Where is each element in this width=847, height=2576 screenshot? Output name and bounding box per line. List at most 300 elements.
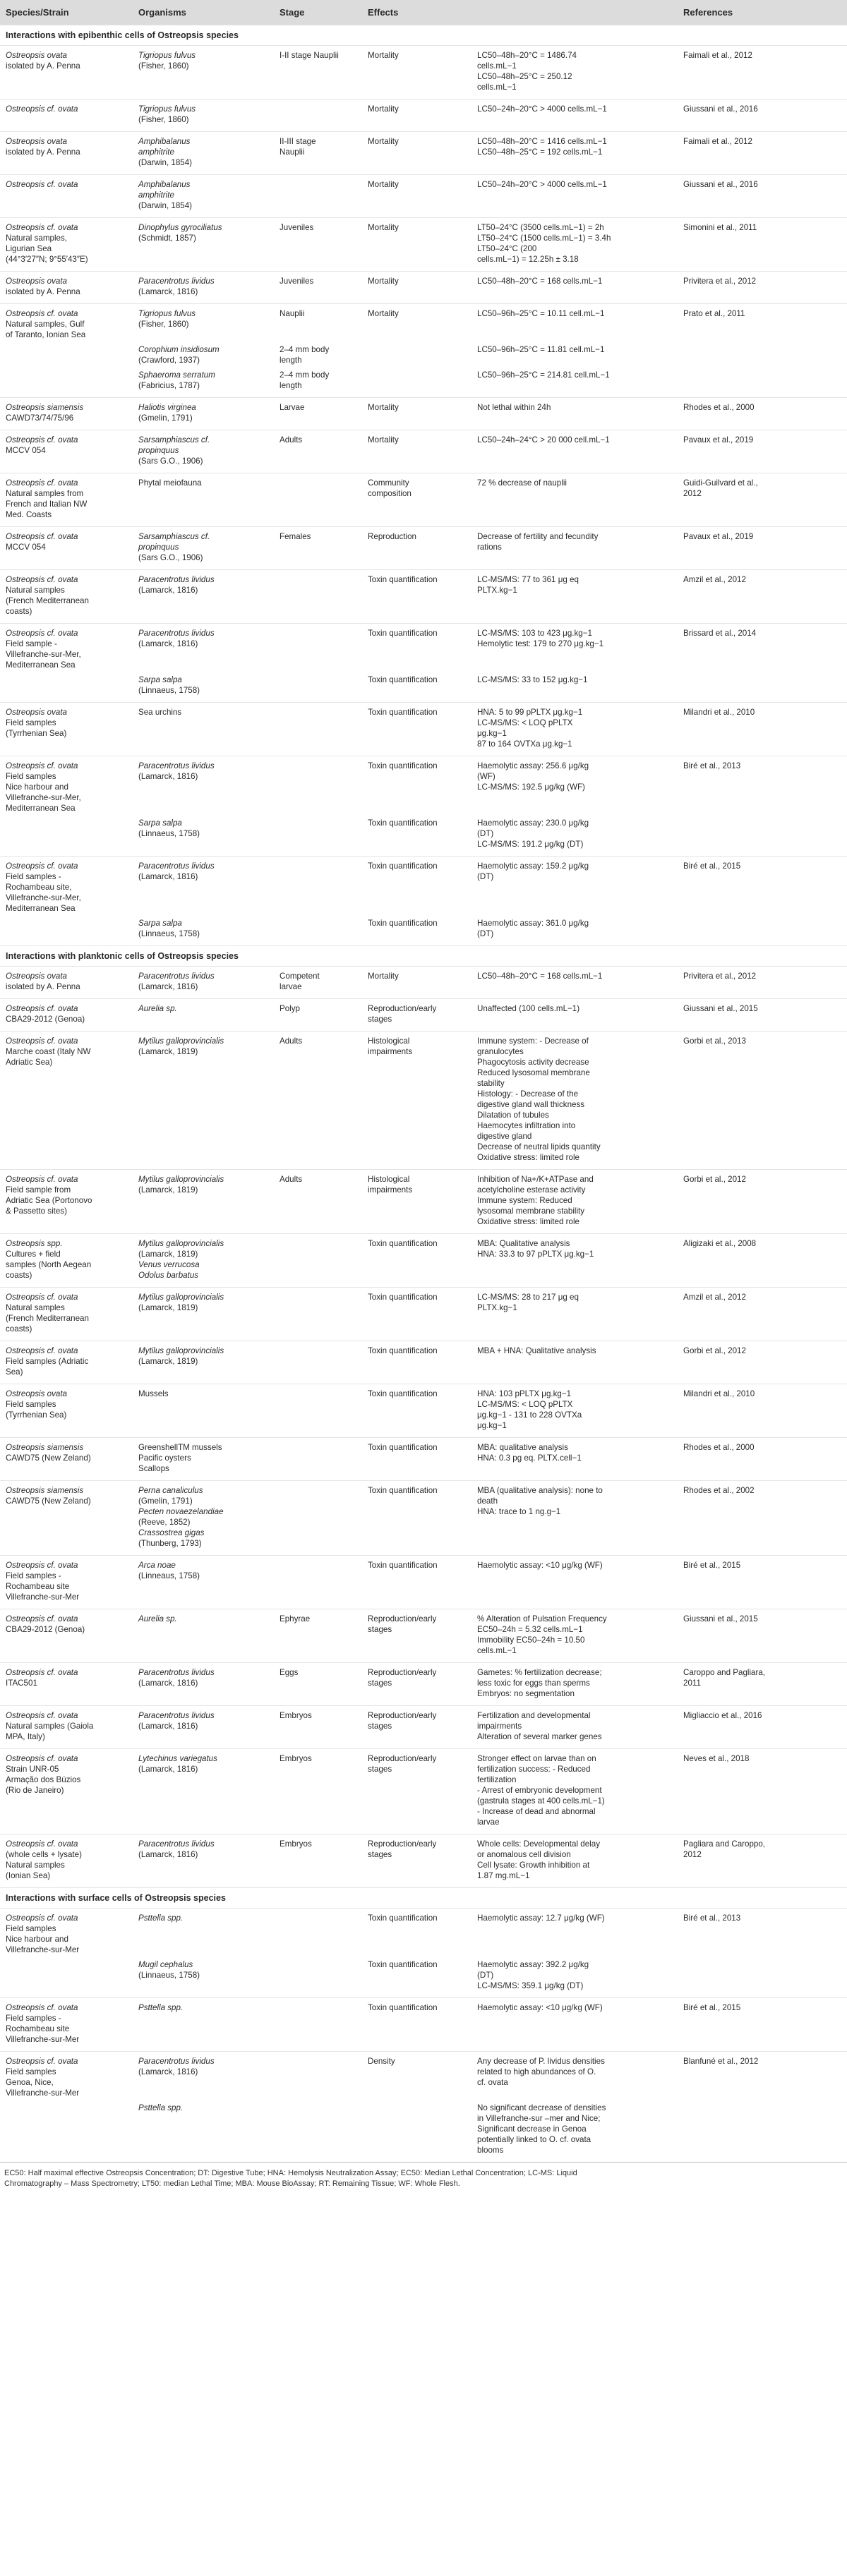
effect-cell — [362, 1341, 471, 1384]
organisms-cell — [133, 1663, 274, 1706]
entry-group — [0, 967, 847, 999]
organisms-cell — [133, 857, 274, 917]
cell-line: (DT) — [477, 929, 494, 938]
cell-line: Haemolytic assay: <10 μg/kg (WF) — [477, 2003, 603, 2012]
cell-line: Venus verrucosa — [138, 1260, 200, 1269]
organisms-cell — [133, 132, 274, 175]
cell-line: (Lamarck, 1819) — [138, 1185, 198, 1195]
table-row — [0, 1384, 847, 1438]
entry-group — [0, 1288, 847, 1341]
table-row — [0, 1288, 847, 1341]
cell-line: LC50–96h–25°C = 11.81 cell.mL−1 — [477, 345, 605, 354]
reference-cell — [678, 1170, 847, 1234]
effect-cell — [362, 1957, 471, 1998]
cell-line: Neves et al., 2018 — [683, 1754, 750, 1763]
table-row — [0, 368, 847, 398]
cell-line: Scallops — [138, 1464, 169, 1473]
cell-line: Reproduction/early — [368, 1754, 437, 1763]
effect-detail-cell — [471, 1749, 678, 1834]
cell-line: Ostreopsis cf. ovata — [6, 1614, 78, 1623]
cell-line: LC50–48h–20°C = 1416 cells.mL−1 — [477, 137, 607, 146]
cell-line: Paracentrotus lividus — [138, 1668, 215, 1677]
species-cell — [0, 2100, 133, 2163]
table-row — [0, 2052, 847, 2101]
cell-line: Faimali et al., 2012 — [683, 51, 752, 60]
cell-line: 1.87 mg.mL−1 — [477, 1871, 530, 1880]
cell-line: amphitrite — [138, 191, 174, 200]
cell-line: Haemolytic assay: 256.6 μg/kg — [477, 761, 589, 770]
species-cell — [0, 473, 133, 527]
cell-line: length — [280, 381, 302, 390]
cell-line: Tigriopus fulvus — [138, 309, 196, 318]
organisms-cell — [133, 1749, 274, 1834]
cell-line: MCCV 054 — [6, 543, 46, 552]
cell-line: LC50–48h–20°C = 168 cells.mL−1 — [477, 277, 603, 286]
cell-line: Toxin quantification — [368, 1346, 438, 1355]
stage-cell — [274, 624, 362, 673]
entry-group — [0, 1384, 847, 1438]
effect-cell — [362, 1609, 471, 1663]
cell-line: MBA + HNA: Qualitative analysis — [477, 1346, 596, 1355]
cell-line: Rochambeau site, — [6, 883, 72, 892]
cell-line: impairments — [477, 1722, 522, 1731]
cell-line: (Lamarck, 1816) — [138, 1722, 198, 1731]
stage-cell — [274, 916, 362, 946]
cell-line: Amzil et al., 2012 — [683, 1293, 746, 1302]
reference-cell — [678, 1957, 847, 1998]
cell-line: propinquus — [138, 446, 179, 455]
effect-cell — [362, 1556, 471, 1609]
species-cell — [0, 2052, 133, 2101]
cell-line: Toxin quantification — [368, 1913, 438, 1923]
cell-line: (Rio de Janeiro) — [6, 1786, 64, 1795]
cell-line: Natural samples from — [6, 489, 84, 498]
species-cell — [0, 1234, 133, 1288]
table-row — [0, 1834, 847, 1888]
organisms-cell — [133, 304, 274, 343]
cell-line: Reproduction/early — [368, 1711, 437, 1720]
reference-cell — [678, 272, 847, 304]
cell-line: Mussels — [138, 1389, 169, 1398]
effect-cell — [362, 132, 471, 175]
entry-group — [0, 1663, 847, 1706]
cell-line: Toxin quantification — [368, 861, 438, 871]
cell-line: Significant decrease in Genoa — [477, 2124, 587, 2134]
effect-cell — [362, 570, 471, 624]
cell-line: (Fisher, 1860) — [138, 320, 189, 329]
cell-line: Ostreopsis cf. ovata — [6, 223, 78, 232]
effect-detail-cell — [471, 272, 678, 304]
cell-line: digestive gland wall thickness — [477, 1100, 585, 1109]
cell-line: (whole cells + lysate) — [6, 1850, 82, 1859]
cell-line: Aligizaki et al., 2008 — [683, 1239, 757, 1248]
cell-line: Strain UNR-05 — [6, 1765, 59, 1774]
reference-cell — [678, 473, 847, 527]
entry-group — [0, 703, 847, 756]
stage-cell — [274, 132, 362, 175]
cell-line: MBA: qualitative analysis — [477, 1443, 568, 1452]
cell-line: Reduced lysosomal membrane — [477, 1068, 590, 1077]
cell-line: isolated by A. Penna — [6, 61, 80, 71]
cell-line: (Lamarck, 1816) — [138, 982, 198, 991]
cell-line: Amzil et al., 2012 — [683, 575, 746, 584]
species-cell — [0, 1998, 133, 2052]
organisms-cell — [133, 1032, 274, 1170]
cell-line: Ostreopsis cf. ovata — [6, 861, 78, 871]
cell-line: Mytilus galloprovincialis — [138, 1293, 224, 1302]
effect-cell — [362, 175, 471, 218]
cell-line: Villefranche-sur-Mer, — [6, 793, 81, 802]
cell-line: Paracentrotus lividus — [138, 761, 215, 770]
cell-line: Armação dos Búzios — [6, 1775, 81, 1784]
cell-line: granulocytes — [477, 1047, 524, 1056]
cell-line: (Crawford, 1937) — [138, 356, 200, 365]
effect-detail-cell — [471, 2052, 678, 2101]
cell-line: Natural samples, — [6, 234, 67, 243]
stage-cell — [274, 368, 362, 398]
species-cell — [0, 1663, 133, 1706]
reference-cell — [678, 1749, 847, 1834]
table-row — [0, 916, 847, 946]
cell-line: Field sample - — [6, 639, 57, 648]
effect-cell — [362, 1749, 471, 1834]
cell-line: Adults — [280, 435, 303, 445]
cell-line: Field samples — [6, 772, 56, 781]
cell-line: Reproduction — [368, 532, 416, 541]
cell-line: & Passetto sites) — [6, 1207, 67, 1216]
cell-line: (Gmelin, 1791) — [138, 1496, 193, 1506]
entry-group — [0, 1609, 847, 1663]
cell-line: Field samples — [6, 718, 56, 727]
effect-detail-cell — [471, 430, 678, 473]
cell-line: CAWD75 (New Zeland) — [6, 1496, 91, 1506]
cell-line: (Sars G.O., 1906) — [138, 456, 203, 466]
cell-line: Rhodes et al., 2000 — [683, 1443, 755, 1452]
entry-group — [0, 99, 847, 132]
entry-group — [0, 272, 847, 304]
cell-line: HNA: 103 pPLTX μg.kg−1 — [477, 1389, 572, 1398]
cell-line: LC-MS/MS: 191.2 μg/kg (DT) — [477, 840, 584, 849]
cell-line: Villefranche-sur-Mer, — [6, 650, 81, 659]
cell-line: Mortality — [368, 223, 399, 232]
reference-cell — [678, 398, 847, 430]
cell-line: Pavaux et al., 2019 — [683, 532, 754, 541]
cell-line: Oxidative stress: limited role — [477, 1153, 579, 1162]
reference-cell — [678, 570, 847, 624]
cell-line: Immune system: Reduced — [477, 1196, 572, 1205]
table-row — [0, 857, 847, 917]
cell-line: Toxin quantification — [368, 2003, 438, 2012]
cell-line: Gorbi et al., 2012 — [683, 1175, 746, 1184]
cell-line: Rhodes et al., 2002 — [683, 1486, 755, 1495]
organisms-cell — [133, 1384, 274, 1438]
table-row — [0, 1234, 847, 1288]
cell-line: Amphibalanus — [138, 180, 191, 189]
cell-line: Ostreopsis cf. ovata — [6, 532, 78, 541]
cell-line: CAWD75 (New Zeland) — [6, 1453, 91, 1463]
cell-line: Ephyrae — [280, 1614, 311, 1623]
cell-line: Field samples - — [6, 872, 61, 881]
cell-line: coasts) — [6, 1324, 32, 1334]
cell-line: Ostreopsis cf. ovata — [6, 1175, 78, 1184]
cell-line: Haemolytic assay: 159.2 μg/kg — [477, 861, 589, 871]
cell-line: Nauplii — [280, 147, 305, 157]
cell-line: LC-MS/MS: 359.1 μg/kg (DT) — [477, 1981, 584, 1990]
cell-line: Ostreopsis cf. ovata — [6, 1711, 78, 1720]
cell-line: LC50–24h–20°C > 4000 cells.mL−1 — [477, 180, 607, 189]
table-row — [0, 272, 847, 304]
entry-group — [0, 1481, 847, 1556]
stage-cell — [274, 999, 362, 1032]
cell-line: Giussani et al., 2016 — [683, 104, 758, 114]
cell-line: Paracentrotus lividus — [138, 277, 215, 286]
cell-line: Hemolytic test: 179 to 270 μg.kg−1 — [477, 639, 604, 648]
cell-line: Reproduction/early — [368, 1668, 437, 1677]
footnote-line: Chromatography – Mass Spectrometry; LT50: median Lethal Time; MBA: Mouse BioAssay; RT: Remaining Tissue; WF: Whole Flesh. — [4, 2179, 460, 2188]
cell-line: LC-MS/MS: 192.5 μg/kg (WF) — [477, 782, 585, 792]
cell-line: HNA: 33.3 to 97 pPLTX μg.kg−1 — [477, 1250, 594, 1259]
cell-line: Histological — [368, 1175, 410, 1184]
cell-line: stability — [477, 1079, 505, 1088]
cell-line: Natural samples — [6, 586, 65, 595]
species-cell — [0, 1481, 133, 1556]
cell-line: Not lethal within 24h — [477, 403, 551, 412]
cell-line: Decrease of fertility and fecundity — [477, 532, 599, 541]
cell-line: Villefranche-sur-Mer, — [6, 893, 81, 902]
cell-line: Reproduction/early — [368, 1839, 437, 1849]
cell-line: Crassostrea gigas — [138, 1528, 205, 1537]
cell-line: Haemocytes infiltration into — [477, 1121, 576, 1130]
cell-line: stages — [368, 1850, 392, 1859]
table-row — [0, 967, 847, 999]
cell-line: Ostreopsis cf. ovata — [6, 104, 78, 114]
cell-line: Villefranche-sur-Mer — [6, 2088, 80, 2098]
cell-line: (Lamarck, 1816) — [138, 772, 198, 781]
cell-line: Ostreopsis cf. ovata — [6, 1668, 78, 1677]
cell-line: death — [477, 1496, 498, 1506]
cell-line: LC50–48h–20°C = 168 cells.mL−1 — [477, 972, 603, 981]
cell-line: Nice harbour and — [6, 782, 68, 792]
reference-cell — [678, 2052, 847, 2101]
species-cell — [0, 1170, 133, 1234]
cell-line: Psttella spp. — [138, 1913, 184, 1923]
stage-cell — [274, 1170, 362, 1234]
entry-group — [0, 1998, 847, 2052]
cell-line: Reproduction/early — [368, 1004, 437, 1013]
cell-line: Toxin quantification — [368, 818, 438, 828]
cell-line: 87 to 164 OVTXa μg.kg−1 — [477, 739, 572, 749]
cell-line: Histology: - Decrease of the — [477, 1089, 579, 1099]
cell-line: Immune system: - Decrease of — [477, 1036, 589, 1046]
cell-line: Paracentrotus lividus — [138, 1711, 215, 1720]
stage-cell — [274, 46, 362, 99]
entry-group — [0, 175, 847, 218]
cell-line: (Tyrrhenian Sea) — [6, 729, 67, 738]
reference-cell — [678, 527, 847, 570]
cell-line: Sarpa salpa — [138, 818, 182, 828]
table-row — [0, 1749, 847, 1834]
effect-cell — [362, 1481, 471, 1556]
cell-line: Mediterranean Sea — [6, 804, 76, 813]
reference-cell — [678, 1481, 847, 1556]
stage-cell — [274, 967, 362, 999]
species-cell — [0, 967, 133, 999]
cell-line: Phagocytosis activity decrease — [477, 1058, 589, 1067]
cell-line: CBA29-2012 (Genoa) — [6, 1625, 85, 1634]
species-cell — [0, 624, 133, 673]
reference-cell — [678, 756, 847, 816]
cell-line: LC-MS/MS: < LOQ pPLTX — [477, 1400, 573, 1409]
cell-line: Eggs — [280, 1668, 299, 1677]
cell-line: Toxin quantification — [368, 1443, 438, 1452]
effect-detail-cell — [471, 624, 678, 673]
table-row — [0, 1998, 847, 2052]
cell-line: (Lamarck, 1816) — [138, 1850, 198, 1859]
effect-detail-cell — [471, 1341, 678, 1384]
effect-detail-cell — [471, 304, 678, 343]
cell-line: CAWD73/74/75/96 — [6, 413, 74, 423]
species-cell — [0, 218, 133, 272]
cell-line: Community — [368, 478, 409, 488]
cell-line: Mortality — [368, 403, 399, 412]
reference-cell — [678, 132, 847, 175]
reference-cell — [678, 816, 847, 857]
reference-cell — [678, 1384, 847, 1438]
cell-line: Villefranche-sur-Mer — [6, 1592, 80, 1602]
effect-detail-cell — [471, 368, 678, 398]
cell-line: Ostreopsis siamensis — [6, 1443, 84, 1452]
effect-cell — [362, 703, 471, 756]
reference-cell — [678, 2100, 847, 2163]
cell-line: Biré et al., 2015 — [683, 2003, 741, 2012]
cell-line: Haemolytic assay: <10 μg/kg (WF) — [477, 1561, 603, 1570]
cell-line: Density — [368, 2057, 395, 2066]
cell-line: Villefranche-sur-Mer — [6, 2035, 80, 2044]
reference-cell — [678, 1556, 847, 1609]
cell-line: Paracentrotus lividus — [138, 2057, 215, 2066]
table-row — [0, 2100, 847, 2163]
cell-line: LC50–96h–25°C = 10.11 cell.mL−1 — [477, 309, 605, 318]
cell-line: (44°3′27″N; 9°55′43″E) — [6, 255, 88, 264]
effect-detail-cell — [471, 1909, 678, 1958]
stage-cell — [274, 1288, 362, 1341]
species-cell — [0, 703, 133, 756]
cell-line: Rhodes et al., 2000 — [683, 403, 755, 412]
cell-line: (Ionian Sea) — [6, 1871, 51, 1880]
effect-detail-cell — [471, 1481, 678, 1556]
organisms-cell — [133, 1438, 274, 1481]
reference-cell — [678, 218, 847, 272]
effect-cell — [362, 218, 471, 272]
cell-line: (Fisher, 1860) — [138, 115, 189, 124]
species-cell — [0, 1909, 133, 1958]
reference-cell — [678, 430, 847, 473]
cell-line: Haemolytic assay: 392.2 μg/kg — [477, 1960, 589, 1969]
cell-line: (Lamarck, 1819) — [138, 1357, 198, 1366]
stage-cell — [274, 473, 362, 527]
cell-line: larvae — [477, 1818, 500, 1827]
organisms-cell — [133, 342, 274, 368]
cell-line: Natural samples — [6, 1303, 65, 1312]
stage-cell — [274, 1341, 362, 1384]
cell-line: Adults — [280, 1036, 303, 1046]
effect-detail-cell — [471, 1957, 678, 1998]
effect-cell — [362, 1909, 471, 1958]
footnote-line: EC50: Half maximal effective Ostreopsis Concentration; DT: Digestive Tube; HNA: Hemolysis Neutralization Assay; EC50: Median Lethal Concentration; LC-MS: Liquid — [4, 2169, 577, 2177]
stage-cell — [274, 816, 362, 857]
entry-group — [0, 430, 847, 473]
cell-line: Oxidative stress: limited role — [477, 1217, 579, 1226]
cell-line: Sea urchins — [138, 708, 182, 717]
entry-group — [0, 1909, 847, 1998]
cell-line: impairments — [368, 1185, 413, 1195]
cell-line: Odolus barbatus — [138, 1271, 199, 1280]
stage-cell — [274, 570, 362, 624]
cell-line: Migliaccio et al., 2016 — [683, 1711, 762, 1720]
stage-cell — [274, 1609, 362, 1663]
effect-detail-cell — [471, 967, 678, 999]
reference-cell — [678, 99, 847, 132]
table-row — [0, 473, 847, 527]
table-row — [0, 672, 847, 703]
cell-line: (Thunberg, 1793) — [138, 1539, 202, 1548]
cell-line: (gastrula stages at 400 cells.mL−1) — [477, 1796, 605, 1806]
cell-line: Ostreopsis cf. ovata — [6, 761, 78, 770]
entry-group — [0, 2052, 847, 2163]
cell-line: Toxin quantification — [368, 1293, 438, 1302]
cell-line: LC50–48h–20°C = 1486.74 — [477, 51, 577, 60]
entry-group — [0, 218, 847, 272]
effect-detail-cell — [471, 703, 678, 756]
cell-line: Ostreopsis cf. ovata — [6, 435, 78, 445]
effect-detail-cell — [471, 570, 678, 624]
cell-line: potentially linked to O. cf. ovata — [477, 2135, 591, 2144]
reference-cell — [678, 342, 847, 368]
species-cell — [0, 1341, 133, 1384]
effect-detail-cell — [471, 2100, 678, 2163]
cell-line: Toxin quantification — [368, 1960, 438, 1969]
cell-line: Ostreopsis ovata — [6, 137, 67, 146]
cell-line: Reproduction/early — [368, 1614, 437, 1623]
cell-line: Sarsamphiascus cf. — [138, 435, 210, 445]
cell-line: Tigriopus fulvus — [138, 51, 196, 60]
cell-line: propinquus — [138, 543, 179, 552]
reference-cell — [678, 1609, 847, 1663]
cell-line: (Sars G.O., 1906) — [138, 553, 203, 562]
reference-cell — [678, 624, 847, 673]
cell-line: Alteration of several marker genes — [477, 1732, 602, 1741]
table-row — [0, 175, 847, 218]
section — [0, 1888, 847, 1909]
species-cell — [0, 398, 133, 430]
species-cell — [0, 368, 133, 398]
cell-line: Toxin quantification — [368, 675, 438, 684]
table-row — [0, 1556, 847, 1609]
cell-line: rations — [477, 543, 502, 552]
cell-line: Giussani et al., 2015 — [683, 1004, 758, 1013]
effect-cell — [362, 368, 471, 398]
table-row — [0, 1032, 847, 1170]
cell-line: Gorbi et al., 2012 — [683, 1346, 746, 1355]
table-row — [0, 527, 847, 570]
species-cell — [0, 999, 133, 1032]
cell-line: isolated by A. Penna — [6, 287, 80, 296]
cell-line: Decrease of neutral lipids quantity — [477, 1142, 601, 1151]
cell-line: LC50–24h–24°C > 20 000 cell.mL−1 — [477, 435, 610, 445]
cell-line: (Lamarck, 1816) — [138, 1679, 198, 1688]
table-row — [0, 1663, 847, 1706]
cell-line: Brissard et al., 2014 — [683, 629, 757, 638]
